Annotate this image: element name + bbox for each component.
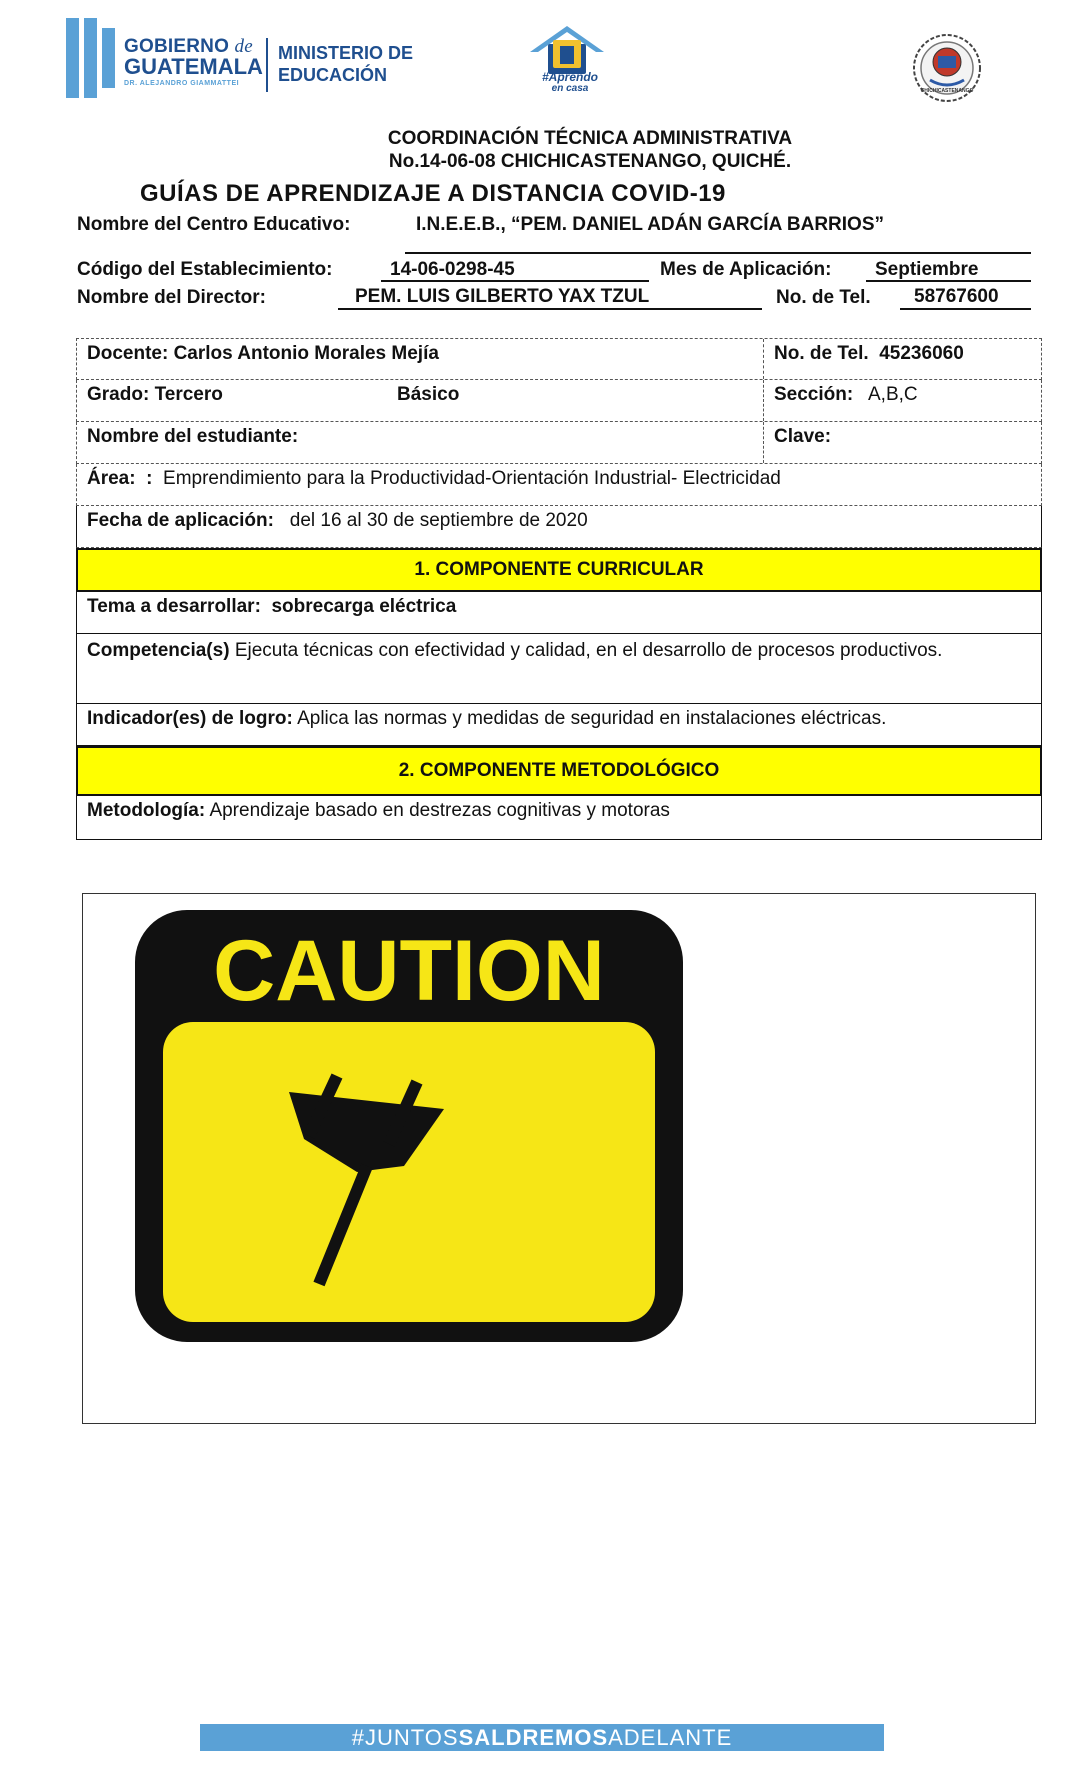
table-row-student: [76, 422, 1042, 464]
phone-label: No. de Tel.: [776, 287, 871, 308]
topic-cell: Tema a desarrollar: sobrecarga eléctrica: [87, 596, 457, 617]
gobierno-guatemala-logo: [66, 14, 436, 104]
table-row-indicator: [76, 704, 1042, 746]
school-seal-icon: CHICHICASTENANGO: [912, 30, 982, 106]
footer-banner: #JUNTOSSALDREMOSADELANTE: [200, 1724, 884, 1751]
area-cell: Área: : Emprendimiento para la Productividad-Orientación Industrial- Electricidad: [87, 468, 781, 489]
month-underline: [866, 280, 1031, 282]
logo-separator: [266, 38, 268, 92]
top-underline: [405, 252, 1031, 254]
logo-bar: [84, 18, 97, 98]
director-label: Nombre del Director:: [77, 287, 266, 308]
caution-text: CAUTION: [213, 923, 605, 1019]
director-value: PEM. LUIS GILBERTO YAX TZUL: [355, 286, 650, 307]
ministry-name: MINISTERIO DE EDUCACIÓN: [278, 43, 414, 85]
teacher-cell: Docente: Carlos Antonio Morales Mejía: [87, 343, 439, 364]
phone-underline: [900, 308, 1031, 310]
student-cell: Nombre del estudiante:: [87, 426, 299, 447]
caution-sign-icon: [129, 904, 689, 1344]
aprendo-en-casa-logo: [522, 22, 612, 102]
key-cell: Clave:: [763, 422, 1043, 463]
table-row-competence: [76, 634, 1042, 704]
gov-line1: GOBIERNO de: [124, 36, 253, 57]
month-value: Septiembre: [875, 259, 979, 280]
code-value: 14-06-0298-45: [390, 259, 515, 280]
coordination-title: COORDINACIÓN TÉCNICA ADMINISTRATIVA: [387, 128, 793, 149]
section-cell: Sección: A,B,C: [763, 380, 1043, 421]
table-row-area: [76, 464, 1042, 506]
table-row-grade: [76, 380, 1042, 422]
guide-title: GUÍAS DE APRENDIZAJE A DISTANCIA COVID-19: [140, 180, 726, 207]
caution-image-frame: [82, 893, 1036, 1424]
teacher-phone-cell: No. de Tel. 45236060: [763, 339, 1043, 379]
table-row-date: [76, 506, 1042, 548]
table-row-method: [76, 796, 1042, 840]
indicator-cell: Indicador(es) de logro: Aplica las normas y medidas de seguridad en instalaciones eléctricas.: [87, 708, 887, 729]
code-label: Código del Establecimiento:: [77, 259, 333, 280]
date-cell: Fecha de aplicación: del 16 al 30 de septiembre de 2020: [87, 510, 588, 531]
center-value: I.N.E.E.B., “PEM. DANIEL ADÁN GARCÍA BARRIOS”: [416, 214, 884, 235]
phone-value: 58767600: [914, 286, 999, 307]
logo-bar: [102, 28, 115, 88]
method-cell: Metodología: Aprendizaje basado en destrezas cognitivas y motoras: [87, 800, 670, 821]
logo-bar: [66, 18, 79, 98]
grade-cell: Grado: Tercero Básico: [87, 384, 460, 405]
table-row-topic: [76, 592, 1042, 634]
gov-line2: GUATEMALA: [124, 54, 263, 79]
section2-header: 2. COMPONENTE METODOLÓGICO: [76, 746, 1042, 796]
director-underline: [338, 308, 762, 310]
coordination-number: No.14-06-08 CHICHICASTENANGO, QUICHÉ.: [388, 151, 792, 172]
month-label: Mes de Aplicación:: [660, 259, 832, 280]
table-row-teacher: [76, 338, 1042, 380]
code-underline: [381, 280, 649, 282]
gov-line3: DR. ALEJANDRO GIAMMATTEI: [124, 80, 240, 87]
center-label: Nombre del Centro Educativo:: [77, 214, 351, 235]
aprendo-text: #Aprendo en casa: [541, 70, 598, 94]
competence-cell: Competencia(s) Ejecuta técnicas con efectividad y calidad, en el desarrollo de procesos productivos.: [87, 640, 943, 661]
section1-header: 1. COMPONENTE CURRICULAR: [76, 548, 1042, 592]
